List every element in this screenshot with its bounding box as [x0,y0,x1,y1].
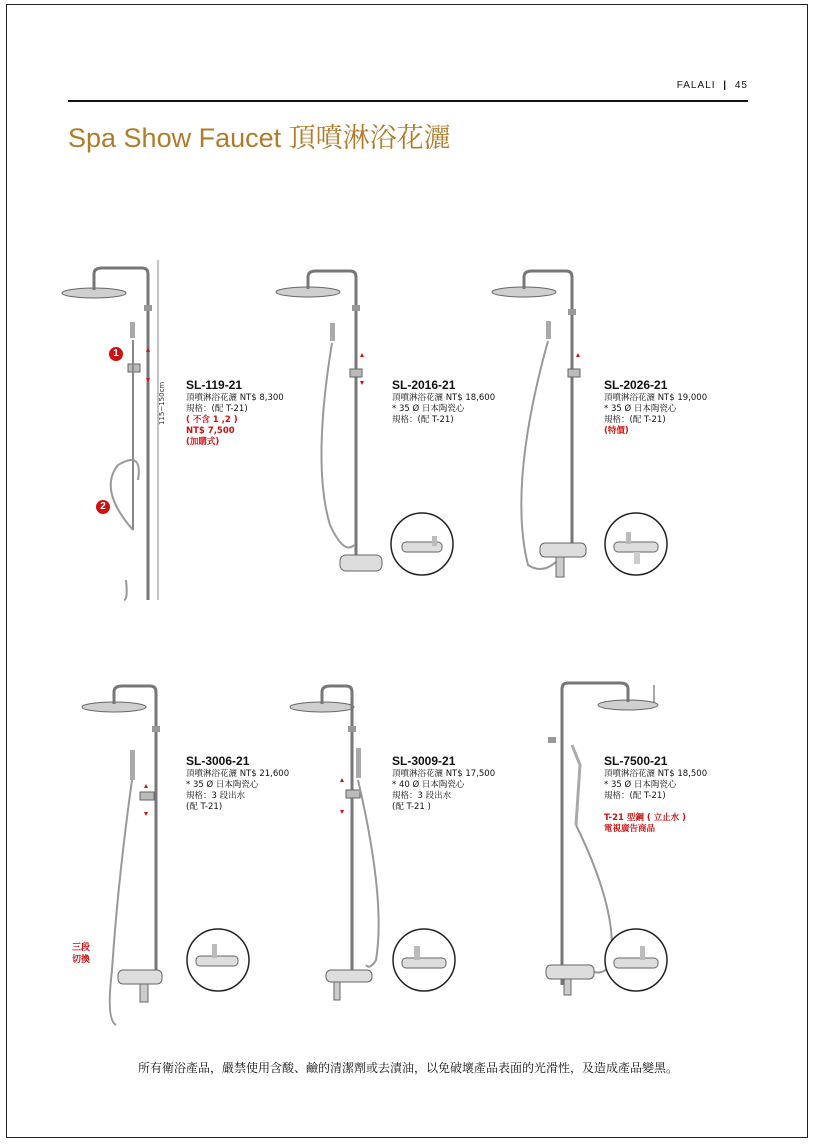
product-spec-line: 規格：(配 T-21) [186,404,248,414]
product-spec-line: T-21 型鋼 ( 立止水 ) [604,813,687,823]
product-sl-2016-21 [392,378,495,426]
product-model: SL-119-21 [186,378,243,392]
product-model: SL-3006-21 [186,754,250,768]
product-spec-line: 電視廣告商品 [604,824,656,834]
product-price-line: NT$ 7,500 [186,426,235,436]
product-image-sl-3006-21 [78,680,188,1030]
product-model: SL-7500-21 [604,754,668,768]
callout-badge-1: 1 [109,347,123,361]
page-title: Spa Show Faucet 頂噴淋浴花灑 [68,123,451,153]
product-image-sl-2026-21 [488,265,608,595]
product-spec-line: 頂噴淋浴花灑 NT$ 19,000 [604,393,708,403]
product-spec-line: * 35 Ø 日本陶瓷心 [604,780,677,790]
product-spec-line: (加購式) [186,437,220,447]
three-mode-line-2: 切換 [72,955,91,965]
product-spec-line: 規格：(配 T-21) [604,415,666,425]
page-header [68,80,748,100]
product-sl-3009-21 [392,754,495,813]
product-model: SL-3009-21 [392,754,456,768]
product-model: SL-2016-21 [392,378,456,392]
brand-pagination [677,80,748,91]
product-model: SL-2026-21 [604,378,668,392]
detail-image-sl-7500-21 [604,928,668,992]
product-image-sl-2016-21 [272,265,392,595]
product-sl-3006-21 [186,754,289,813]
product-spec-line: 頂噴淋浴花灑 NT$ 8,300 [186,393,284,403]
product-spec-line: 頂噴淋浴花灑 NT$ 21,600 [186,769,290,779]
product-spec-line: * 40 Ø 日本陶瓷心 [392,780,465,790]
detail-image-sl-3009-21 [392,928,456,992]
three-mode-switch-note [72,942,90,966]
callout-badge-2: 2 [96,500,110,514]
product-spec-line: 頂噴淋浴花灑 NT$ 18,500 [604,769,708,779]
detail-image-sl-3006-21 [186,928,250,992]
care-notice-footer: 所有衛浴產品，嚴禁使用含酸、鹼的清潔劑或去漬油，以免破壞產品表面的光滑性，及造成產品變黑。 [137,1061,678,1075]
header-rule [68,100,748,102]
product-spec-spacer [604,802,707,813]
product-image-sl-119-21 [58,260,168,610]
product-spec-line: (配 T-21 ) [392,802,431,812]
product-spec-line: (特價) [604,426,629,436]
product-spec-line: * 35 Ø 日本陶瓷心 [604,404,677,414]
brand-name: FALALI [676,80,716,91]
product-sl-2026-21 [604,378,707,437]
detail-image-sl-2016-21 [390,512,454,576]
product-spec-line: 規格：3 段出水 [392,791,452,801]
product-spec-line: (配 T-21) [186,802,223,812]
page-number: 45 [734,80,748,91]
product-spec-line: 規格：3 段出水 [186,791,246,801]
detail-image-sl-2026-21 [604,512,668,576]
header-separator: | [723,80,728,91]
height-range-label: 115~150cm [158,381,166,425]
product-spec-line: 頂噴淋浴花灑 NT$ 17,500 [392,769,496,779]
product-spec-line: ( 不含 1 ,2 ) [186,415,238,425]
product-spec-line: 規格：(配 T-21) [392,415,454,425]
product-spec-line: * 35 Ø 日本陶瓷心 [186,780,259,790]
product-spec-line: * 35 Ø 日本陶瓷心 [392,404,465,414]
product-spec-line: 頂噴淋浴花灑 NT$ 18,600 [392,393,496,403]
product-sl-119-21 [186,378,284,448]
product-spec-line: 規格：(配 T-21) [604,791,666,801]
three-mode-line-1: 三段 [72,943,91,953]
product-sl-7500-21 [604,754,707,835]
product-image-sl-3009-21 [286,680,396,1020]
